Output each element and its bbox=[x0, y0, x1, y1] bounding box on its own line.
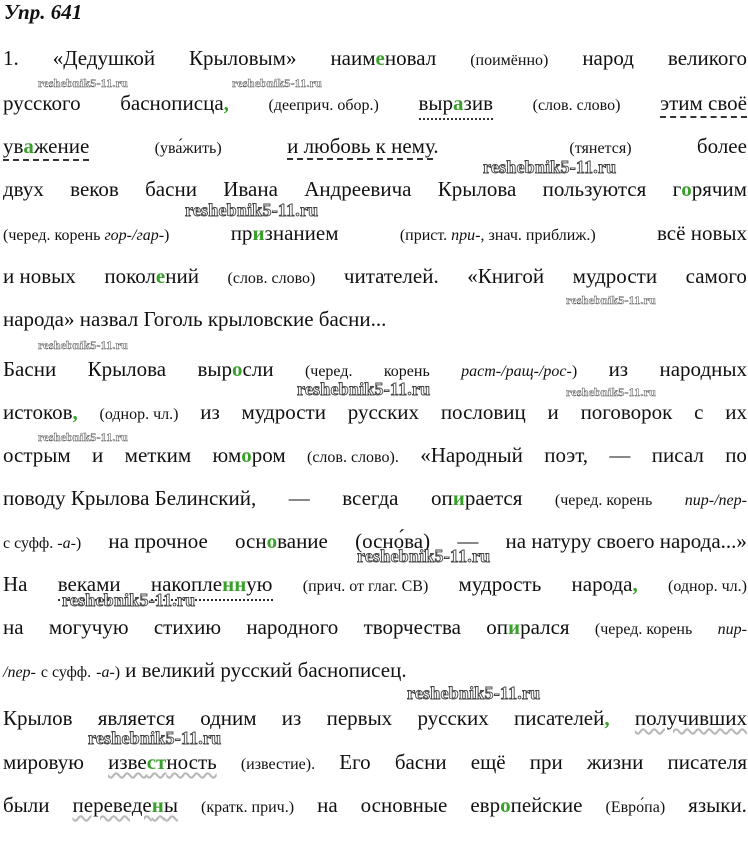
text-line: мировую известность (известие). Его басни ещё при жизни писателя bbox=[3, 750, 747, 774]
text-line: Басни Крылова выросли (черед. корень раст-/ращ-/рос-) из народных bbox=[3, 357, 747, 381]
watermark: reshebnik5-11.ru bbox=[566, 385, 656, 399]
watermark: reshebnik5-11.ru bbox=[297, 379, 431, 399]
highlighted-letter: е bbox=[375, 46, 385, 70]
word-part: ром bbox=[251, 443, 286, 467]
text-line: На веками накопленную (прич. от глаг. СВ) мудрость народа, (однор. чл.) bbox=[3, 572, 747, 601]
word-part: г bbox=[672, 177, 682, 201]
comma-mark: , bbox=[604, 706, 610, 730]
text-line bbox=[3, 91, 747, 120]
exercise-title: Упр. 641 bbox=[4, 0, 83, 24]
watermark: reshebnik5-11.ru bbox=[483, 157, 617, 177]
word: «Дедушкой bbox=[52, 46, 156, 70]
text-line: двух веков басни Ивана Андреевича Крылова пользуются горячим bbox=[3, 177, 747, 201]
word-part: ний bbox=[165, 264, 199, 288]
word-part: зив bbox=[463, 91, 493, 115]
watermark: reshebnik5-11.ru bbox=[38, 76, 128, 90]
word-with-vowel bbox=[231, 221, 339, 246]
comma-mark: , bbox=[72, 400, 78, 424]
note: (тянется) bbox=[569, 140, 632, 157]
word-part: оп bbox=[486, 615, 508, 639]
watermark: reshebnik5-11.ru bbox=[185, 200, 319, 220]
word-part: изве bbox=[108, 750, 147, 774]
text-line: истоков, (однор. чл.) из мудрости русских пословиц и поговорок с их bbox=[3, 400, 747, 424]
comma-mark: , bbox=[632, 572, 638, 596]
watermark: reshebnik5-11.ru bbox=[566, 293, 656, 307]
text-line: на могучую стихию народного творчества опирался (черед. корень пир- bbox=[3, 615, 747, 639]
word-part: выр bbox=[197, 357, 233, 381]
word-part: ую bbox=[246, 572, 273, 596]
highlighted-letter: и bbox=[252, 221, 265, 245]
word-part: наим bbox=[330, 46, 376, 70]
object-phrase: и любовь к нему bbox=[287, 134, 434, 158]
word-with-vowel bbox=[419, 91, 493, 120]
word-with-vowel bbox=[470, 793, 582, 818]
word-part: ув bbox=[3, 134, 24, 158]
word-with-vowel bbox=[213, 443, 286, 468]
word-part: пр bbox=[230, 221, 253, 245]
text-line: острым и метким юмором (слов. слово). «Народный поэт, — писал по bbox=[3, 443, 747, 467]
text-line: уважение (ува́жить) и любовь к нему. (тянется) более bbox=[3, 134, 747, 161]
word-part: ность bbox=[166, 750, 217, 774]
word-part: накопле bbox=[150, 572, 223, 596]
highlighted-letter: е bbox=[155, 264, 166, 288]
highlighted-letter: н bbox=[151, 793, 164, 817]
word-part: знанием bbox=[264, 221, 339, 245]
note: (поимённо) bbox=[470, 52, 549, 69]
text-line: были переведены (кратк. прич.) на основные европейские (Евро́па) языки. bbox=[3, 793, 747, 817]
watermark: reshebnik5-11.ru bbox=[62, 590, 196, 610]
watermark: reshebnik5-11.ru bbox=[38, 338, 128, 352]
word: великого bbox=[667, 46, 747, 70]
highlighted-letter: о bbox=[241, 443, 252, 467]
highlighted-letter: и bbox=[452, 486, 465, 510]
word-part: ы bbox=[163, 793, 178, 817]
word-with-vowel bbox=[108, 750, 217, 775]
word-with-vowel bbox=[104, 264, 199, 289]
word-with-vowel bbox=[235, 529, 328, 554]
word-part: пейские bbox=[510, 793, 583, 817]
text-line: народа» назвал Гоголь крыловские басни... bbox=[3, 307, 387, 331]
word-part: вание bbox=[277, 529, 328, 553]
word: Крыловым» bbox=[189, 46, 297, 70]
highlighted-letter: ст bbox=[146, 750, 167, 774]
word-part: жение bbox=[33, 134, 90, 158]
comma-mark: , bbox=[223, 91, 229, 115]
highlighted-letter: и bbox=[507, 615, 521, 639]
word-part: рался bbox=[520, 615, 570, 639]
word-part: рается bbox=[464, 486, 523, 510]
text-line bbox=[3, 46, 747, 71]
word-part: покол bbox=[104, 264, 156, 288]
word-with-vowel bbox=[673, 177, 747, 202]
object-phrase: этим своё bbox=[660, 91, 747, 118]
highlighted-letter: о bbox=[232, 357, 243, 381]
word-part: евр bbox=[470, 793, 501, 817]
word-part: сли bbox=[242, 357, 274, 381]
word-with-vowel bbox=[330, 46, 436, 71]
highlighted-letter: нн bbox=[222, 572, 247, 596]
watermark: reshebnik5-11.ru bbox=[357, 546, 491, 566]
word-with-vowel bbox=[431, 486, 522, 511]
highlighted-letter: а bbox=[453, 91, 464, 115]
highlighted-letter: а bbox=[23, 134, 34, 158]
item-number: 1. bbox=[3, 46, 19, 70]
word-part: оп bbox=[430, 486, 453, 510]
watermark: reshebnik5-11.ru bbox=[38, 430, 128, 444]
word: баснописца bbox=[120, 91, 224, 115]
word: русского bbox=[3, 91, 81, 115]
watermark: reshebnik5-11.ru bbox=[407, 683, 541, 703]
text-line: /пер- с суфф. -а-) и великий русский баснописец. bbox=[3, 658, 407, 682]
text-line: поводу Крылова Белинский, — всегда опирается (черед. корень пир-/пер- bbox=[3, 486, 747, 510]
word-with-vowel bbox=[198, 357, 274, 382]
word-part: выр bbox=[418, 91, 454, 115]
note: (дееприч. обор.) bbox=[268, 97, 379, 114]
word-with-vowel bbox=[486, 615, 569, 640]
watermark: reshebnik5-11.ru bbox=[232, 76, 322, 90]
text-line: и новых поколений (слов. слово) читателей. «Книгой мудрости самого bbox=[3, 264, 747, 288]
highlighted-letter: о bbox=[500, 793, 511, 817]
text-line: с суфф. -а-) на прочное основание (осно́ва) — на натуру своего народа...» bbox=[3, 529, 747, 553]
word-with-vowel bbox=[3, 134, 89, 161]
highlighted-letter: о bbox=[266, 529, 278, 553]
text-line: Крылов является одним из первых русских писателей, получивших bbox=[3, 706, 747, 730]
word-part: переведе bbox=[72, 793, 152, 817]
highlighted-letter: о bbox=[681, 177, 692, 201]
word: более bbox=[696, 134, 747, 158]
watermark: reshebnik5-11.ru bbox=[88, 728, 222, 748]
word: народ bbox=[582, 46, 634, 70]
text-line: (черед. корень гор-/гар-) признанием (прист. при-, знач. приближ.) всё новых bbox=[3, 221, 747, 245]
word-with-vowel bbox=[73, 793, 178, 818]
word-part: осн bbox=[235, 529, 267, 553]
note: (ува́жить) bbox=[154, 140, 222, 157]
word-part: рячим bbox=[691, 177, 747, 201]
word-part: юм bbox=[212, 443, 242, 467]
note: (слов. слово) bbox=[532, 97, 621, 114]
word-part: новал bbox=[384, 46, 437, 70]
